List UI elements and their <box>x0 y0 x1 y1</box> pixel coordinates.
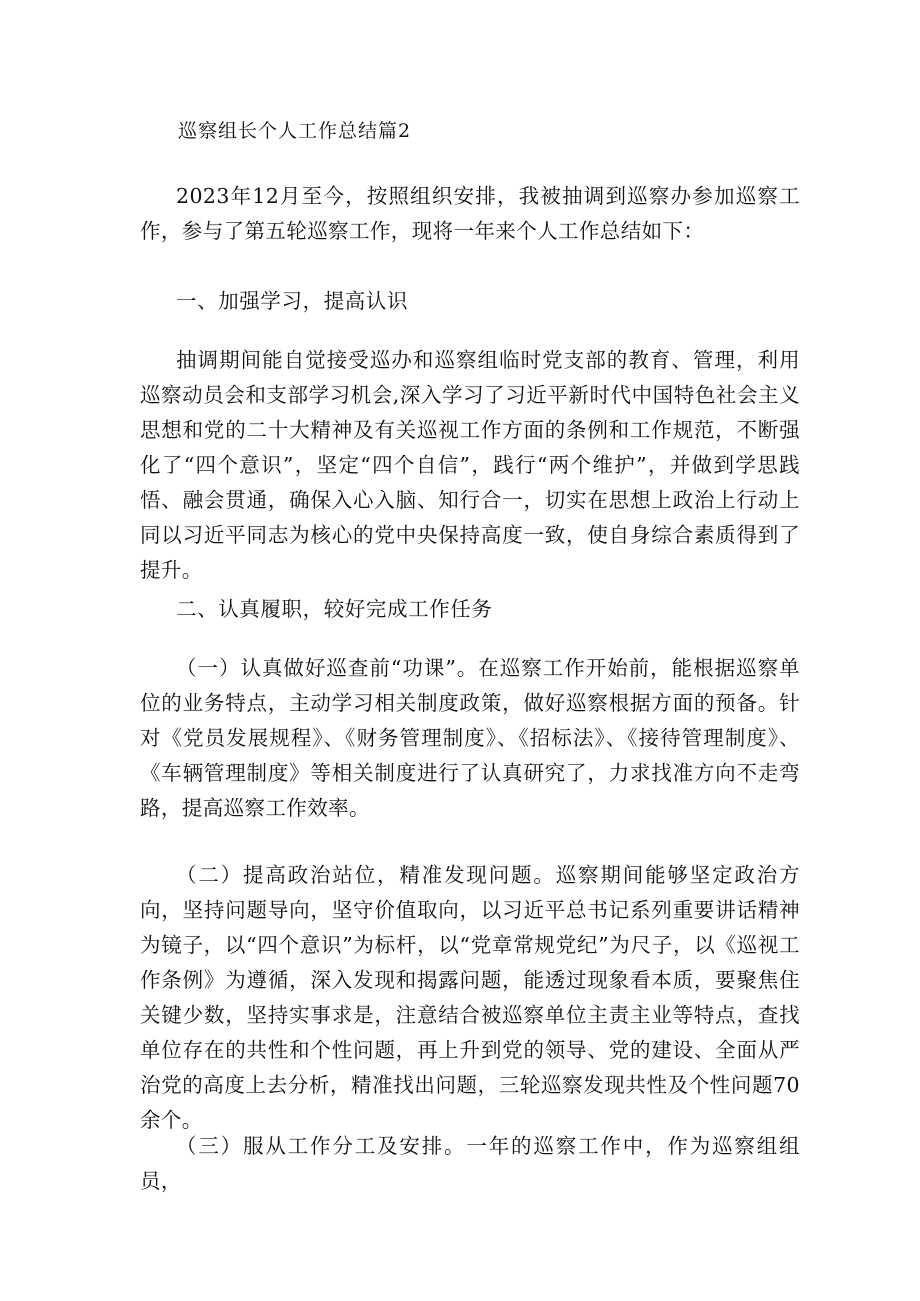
section1-paragraph: 抽调期间能自觉接受巡办和巡察组临时党支部的教育、管理，利用巡察动员会和支部学习机会,深入学习了习近平新时代中国特色社会主义思想和党的二十大精神及有关巡视工作方面的条例和工作规范，不断强化了“四个意识”，坚定“四个自信”，践行“两个维护”，并做到学思践悟、融会贯通，确保入心入脑、知行合一，切实在思想上政治上行动上同以习近平同志为核心的党中央保持高度一致，使自身综合素质得到了提升。 <box>140 348 800 582</box>
section2-item2-paragraph: （二）提高政治站位，精准发现问题。巡察期间能够坚定政治方向，坚持问题导向，坚守价值取向，以习近平总书记系列重要讲话精神为镜子，以“四个意识”为标杆，以“党章常规党纪”为尺子，以《巡视工作条例》为遵循，深入发现和揭露问题，能透过现象看本质，要聚焦住关键少数，坚持实事求是，注意结合被巡察单位主责主业等特点，查找单位存在的共性和个性问题，再上升到党的领导、党的建设、全面从严治党的高度上去分析，精准找出问题，三轮巡察发现共性及个性问题70余个。 <box>140 863 800 1132</box>
section1-heading: 一、加强学习，提高认识 <box>176 289 409 313</box>
section2-item3-paragraph: （三）服从工作分工及安排。一年的巡察工作中，作为巡察组组员， <box>140 1134 800 1193</box>
intro-paragraph: 2023年12月至今，按照组织安排，我被抽调到巡察办参加巡察工作，参与了第五轮巡察工作，现将一年来个人工作总结如下： <box>140 184 800 243</box>
section2-item1-paragraph: （一）认真做好巡查前“功课”。在巡察工作开始前，能根据巡察单位的业务特点，主动学习相关制度政策，做好巡察根据方面的预备。针对《党员发展规程》、《财务管理制度》、《招标法》、《接待管理制度》、《车辆管理制度》等相关制度进行了认真研究了，力求找准方向不走弯路，提高巡察工作效率。 <box>140 656 800 820</box>
section2-heading: 二、认真履职，较好完成工作任务 <box>176 597 493 621</box>
document-title: 巡察组长个人工作总结篇2 <box>178 120 412 142</box>
